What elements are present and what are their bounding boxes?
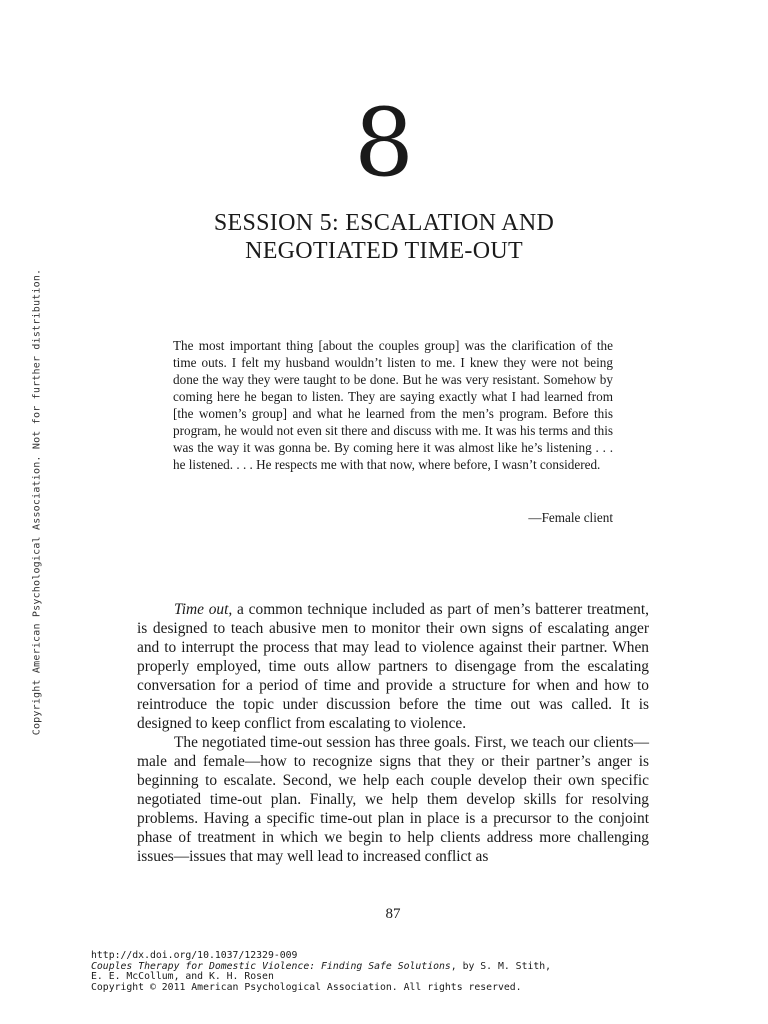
citation-authors-2: E. E. McCollum, and K. H. Rosen bbox=[91, 971, 274, 983]
copyright-side-notice: Copyright American Psychological Association. Not for further distribution. bbox=[31, 268, 43, 736]
book-title: Couples Therapy for Domestic Violence: Finding Safe Solutions bbox=[91, 960, 451, 972]
chapter-number: 8 bbox=[354, 89, 414, 198]
chapter-title-line-1: SESSION 5: ESCALATION AND bbox=[213, 210, 555, 236]
body-paragraph-1 bbox=[137, 600, 649, 733]
body-paragraph-1-text: a common technique included as part of men’s batterer treatment, is designed to teach abusive men to monitor their own signs of escalating anger and to interrupt the process that may lead to violence against their partner. When properly employed, time outs allow partners to disengage from the escalating conversation for a period of time and provide a structure for when and how to reintroduce the topic under discussion before the time out was called. It is designed to keep conflict from escalating to violence. bbox=[137, 601, 649, 732]
chapter-title bbox=[0, 209, 768, 265]
term-time-out: Time out, bbox=[174, 601, 233, 618]
doi-link[interactable]: http://dx.doi.org/10.1037/12329-009 bbox=[91, 950, 298, 961]
body-text bbox=[137, 600, 649, 866]
page-number: 87 bbox=[385, 906, 401, 922]
citation-footer bbox=[91, 951, 651, 993]
chapter-title-line-2: NEGOTIATED TIME-OUT bbox=[245, 238, 523, 264]
epigraph-quote: The most important thing [about the couples group] was the clarification of the time outs. I felt my husband wouldn’t listen to me. I knew they were not being done the way they were taught to be done. But he was very resistant. Somehow by coming here he began to listen. They are saying exactly what I had learned from [the women’s group] and what he learned from the men’s program. Before this program, he would not even sit there and discuss with me. It was his terms and this was the way it was gonna be. By coming here it was almost like he’s listening . . . he listened. . . . He respects me with that now, where before, I wasn’t considered. bbox=[173, 338, 613, 472]
copyright-line: Copyright © 2011 American Psychological Association. All rights reserved. bbox=[91, 981, 522, 993]
epigraph-attribution: —Female client bbox=[528, 510, 613, 525]
citation-authors-1: , by S. M. Stith, bbox=[450, 960, 552, 972]
body-paragraph-2: The negotiated time-out session has three goals. First, we teach our clients—male and female—how to recognize signs that they or their partner’s anger is beginning to escalate. Second, we help each couple develop their own specific negotiated time-out plan. Finally, we help them develop skills for resolving problems. Having a specific time-out plan in place is a precursor to the conjoint phase of treatment in which we begin to help clients address more challenging issues—issues that may well lead to increased conflict as bbox=[137, 734, 649, 865]
